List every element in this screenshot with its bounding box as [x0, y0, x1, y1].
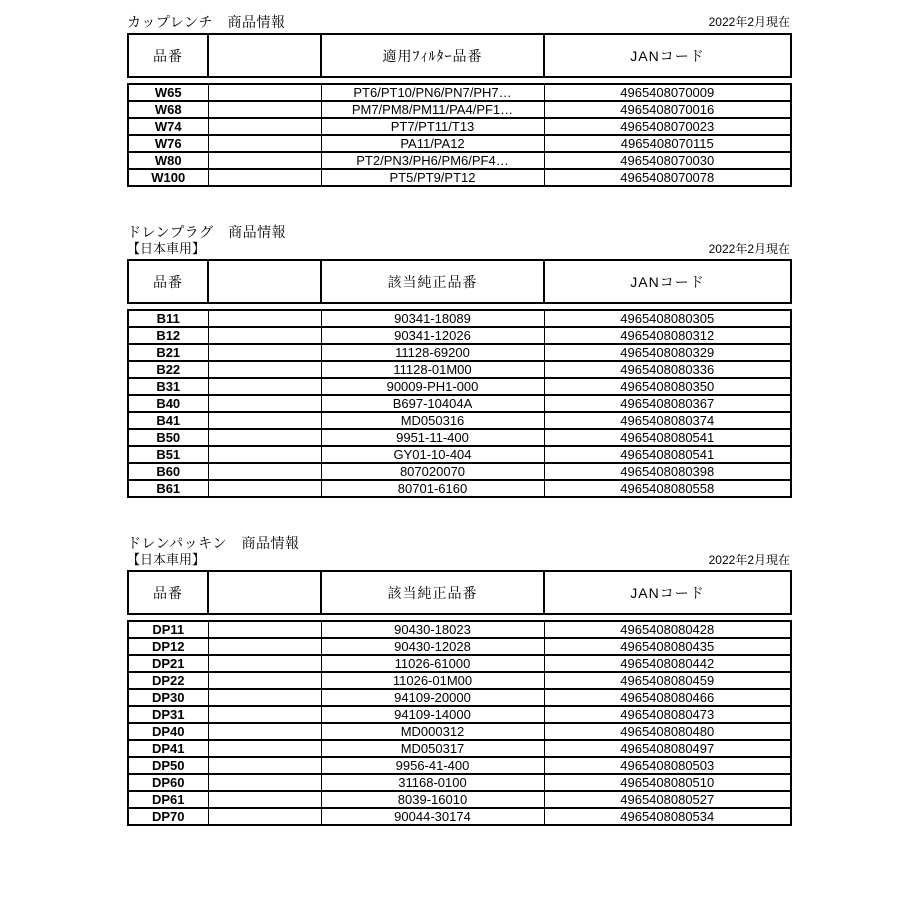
ref-number-cell: PM7/PM8/PM11/PA4/PF1… — [321, 101, 544, 118]
ref-number-cell: PT6/PT10/PN6/PN7/PH7… — [321, 84, 544, 101]
table-row — [128, 84, 791, 101]
image-cell — [208, 791, 321, 808]
col-header-image — [208, 260, 321, 303]
part-number-cell: B12 — [128, 327, 208, 344]
part-number-cell: DP50 — [128, 757, 208, 774]
table-row — [128, 152, 791, 169]
jan-code-cell: 4965408080367 — [544, 395, 791, 412]
image-cell — [208, 672, 321, 689]
table-header — [127, 33, 792, 78]
table-body — [127, 620, 792, 826]
table-header — [127, 570, 792, 615]
section-subtitle-row — [127, 552, 790, 568]
table-row — [128, 672, 791, 689]
part-number-cell: DP11 — [128, 621, 208, 638]
header-row — [128, 260, 791, 303]
image-cell — [208, 446, 321, 463]
ref-number-cell: 94109-20000 — [321, 689, 544, 706]
image-cell — [208, 135, 321, 152]
part-number-cell: B60 — [128, 463, 208, 480]
jan-code-cell: 4965408070009 — [544, 84, 791, 101]
jan-code-cell: 4965408080428 — [544, 621, 791, 638]
ref-number-cell: 90044-30174 — [321, 808, 544, 825]
table-row — [128, 344, 791, 361]
jan-code-cell: 4965408080541 — [544, 446, 791, 463]
image-cell — [208, 638, 321, 655]
table-row — [128, 655, 791, 672]
image-cell — [208, 169, 321, 186]
table-row — [128, 169, 791, 186]
ref-number-cell: PT7/PT11/T13 — [321, 118, 544, 135]
image-cell — [208, 480, 321, 497]
image-cell — [208, 327, 321, 344]
part-number-cell: B21 — [128, 344, 208, 361]
part-number-cell: DP31 — [128, 706, 208, 723]
col-header-applicable-filter: 適用ﾌｨﾙﾀｰ品番 — [321, 34, 544, 77]
col-header-image — [208, 34, 321, 77]
ref-number-cell: 90341-12026 — [321, 327, 544, 344]
part-number-cell: DP12 — [128, 638, 208, 655]
jan-code-cell: 4965408080534 — [544, 808, 791, 825]
jan-code-cell: 4965408080329 — [544, 344, 791, 361]
part-number-cell: DP70 — [128, 808, 208, 825]
ref-number-cell: B697-10404A — [321, 395, 544, 412]
date-label: 2022年2月現在 — [708, 553, 790, 567]
part-number-cell: W100 — [128, 169, 208, 186]
image-cell — [208, 757, 321, 774]
section-cup-wrench — [127, 14, 790, 187]
jan-code-cell: 4965408080374 — [544, 412, 791, 429]
ref-number-cell: MD000312 — [321, 723, 544, 740]
ref-number-cell: GY01-10-404 — [321, 446, 544, 463]
section-title: ドレンパッキン 商品情報 — [127, 535, 300, 551]
jan-code-cell: 4965408080442 — [544, 655, 791, 672]
image-cell — [208, 361, 321, 378]
part-number-cell: DP61 — [128, 791, 208, 808]
section-subtitle-row — [127, 241, 790, 257]
col-header-genuine-part-number: 該当純正品番 — [321, 571, 544, 614]
part-number-cell: B41 — [128, 412, 208, 429]
image-cell — [208, 395, 321, 412]
image-cell — [208, 740, 321, 757]
jan-code-cell: 4965408080466 — [544, 689, 791, 706]
image-cell — [208, 808, 321, 825]
col-header-part-number: 品番 — [128, 571, 208, 614]
ref-number-cell: 9956-41-400 — [321, 757, 544, 774]
header-row — [128, 34, 791, 77]
section-drain-plug — [127, 224, 790, 498]
table-body — [127, 309, 792, 498]
ref-number-cell: 90430-12028 — [321, 638, 544, 655]
ref-number-cell: 807020070 — [321, 463, 544, 480]
part-number-cell: W74 — [128, 118, 208, 135]
part-number-cell: B31 — [128, 378, 208, 395]
section-drain-packing — [127, 535, 790, 826]
section-title: カップレンチ 商品情報 — [127, 14, 286, 30]
part-number-cell: B50 — [128, 429, 208, 446]
ref-number-cell: PT5/PT9/PT12 — [321, 169, 544, 186]
part-number-cell: B22 — [128, 361, 208, 378]
ref-number-cell: 11026-61000 — [321, 655, 544, 672]
jan-code-cell: 4965408080398 — [544, 463, 791, 480]
ref-number-cell: 90341-18089 — [321, 310, 544, 327]
jan-code-cell: 4965408080435 — [544, 638, 791, 655]
table-row — [128, 808, 791, 825]
table-row — [128, 446, 791, 463]
date-label: 2022年2月現在 — [708, 242, 790, 256]
jan-code-cell: 4965408080336 — [544, 361, 791, 378]
jan-code-cell: 4965408070030 — [544, 152, 791, 169]
image-cell — [208, 101, 321, 118]
part-number-cell: DP30 — [128, 689, 208, 706]
table-row — [128, 361, 791, 378]
table-row — [128, 463, 791, 480]
table-row — [128, 621, 791, 638]
image-cell — [208, 84, 321, 101]
part-number-cell: B40 — [128, 395, 208, 412]
image-cell — [208, 412, 321, 429]
table-row — [128, 118, 791, 135]
image-cell — [208, 689, 321, 706]
jan-code-cell: 4965408080558 — [544, 480, 791, 497]
table-row — [128, 757, 791, 774]
section-header-row — [127, 14, 790, 31]
section-header-row — [127, 535, 790, 552]
section-title: ドレンプラグ 商品情報 — [127, 224, 287, 240]
jan-code-cell: 4965408070078 — [544, 169, 791, 186]
ref-number-cell: PA11/PA12 — [321, 135, 544, 152]
jan-code-cell: 4965408080527 — [544, 791, 791, 808]
jan-code-cell: 4965408070016 — [544, 101, 791, 118]
table-row — [128, 429, 791, 446]
ref-number-cell: 90009-PH1-000 — [321, 378, 544, 395]
part-number-cell: B61 — [128, 480, 208, 497]
jan-code-cell: 4965408070115 — [544, 135, 791, 152]
ref-number-cell: 11128-69200 — [321, 344, 544, 361]
ref-number-cell: 9951-11-400 — [321, 429, 544, 446]
part-number-cell: W80 — [128, 152, 208, 169]
image-cell — [208, 655, 321, 672]
image-cell — [208, 344, 321, 361]
table-row — [128, 327, 791, 344]
image-cell — [208, 723, 321, 740]
table-row — [128, 791, 791, 808]
table-row — [128, 723, 791, 740]
table-row — [128, 689, 791, 706]
image-cell — [208, 378, 321, 395]
ref-number-cell: 80701-6160 — [321, 480, 544, 497]
image-cell — [208, 429, 321, 446]
part-number-cell: DP60 — [128, 774, 208, 791]
table-row — [128, 378, 791, 395]
section-subtitle: 【日本車用】 — [127, 552, 206, 567]
date-label: 2022年2月現在 — [708, 15, 790, 29]
table-row — [128, 395, 791, 412]
col-header-jan-code: JANコード — [544, 34, 791, 77]
section-header-row — [127, 224, 790, 241]
ref-number-cell: 8039-16010 — [321, 791, 544, 808]
image-cell — [208, 463, 321, 480]
ref-number-cell: 11128-01M00 — [321, 361, 544, 378]
header-row — [128, 571, 791, 614]
part-number-cell: W68 — [128, 101, 208, 118]
ref-number-cell: MD050316 — [321, 412, 544, 429]
table-header — [127, 259, 792, 304]
table-row — [128, 740, 791, 757]
part-number-cell: B51 — [128, 446, 208, 463]
image-cell — [208, 118, 321, 135]
image-cell — [208, 774, 321, 791]
part-number-cell: DP41 — [128, 740, 208, 757]
part-number-cell: DP22 — [128, 672, 208, 689]
table-row — [128, 638, 791, 655]
jan-code-cell: 4965408080350 — [544, 378, 791, 395]
jan-code-cell: 4965408080459 — [544, 672, 791, 689]
table-body — [127, 83, 792, 187]
ref-number-cell: 94109-14000 — [321, 706, 544, 723]
part-number-cell: B11 — [128, 310, 208, 327]
image-cell — [208, 621, 321, 638]
ref-number-cell: PT2/PN3/PH6/PM6/PF4… — [321, 152, 544, 169]
table-row — [128, 135, 791, 152]
table-row — [128, 310, 791, 327]
jan-code-cell: 4965408080305 — [544, 310, 791, 327]
table-row — [128, 706, 791, 723]
section-subtitle: 【日本車用】 — [127, 241, 206, 256]
table-row — [128, 480, 791, 497]
jan-code-cell: 4965408080473 — [544, 706, 791, 723]
jan-code-cell: 4965408080510 — [544, 774, 791, 791]
jan-code-cell: 4965408080312 — [544, 327, 791, 344]
jan-code-cell: 4965408080503 — [544, 757, 791, 774]
part-number-cell: DP40 — [128, 723, 208, 740]
image-cell — [208, 152, 321, 169]
jan-code-cell: 4965408080480 — [544, 723, 791, 740]
jan-code-cell: 4965408080497 — [544, 740, 791, 757]
image-cell — [208, 706, 321, 723]
col-header-jan-code: JANコード — [544, 571, 791, 614]
col-header-genuine-part-number: 該当純正品番 — [321, 260, 544, 303]
col-header-jan-code: JANコード — [544, 260, 791, 303]
col-header-part-number: 品番 — [128, 34, 208, 77]
jan-code-cell: 4965408070023 — [544, 118, 791, 135]
table-row — [128, 412, 791, 429]
jan-code-cell: 4965408080541 — [544, 429, 791, 446]
image-cell — [208, 310, 321, 327]
part-number-cell: W65 — [128, 84, 208, 101]
ref-number-cell: 90430-18023 — [321, 621, 544, 638]
col-header-part-number: 品番 — [128, 260, 208, 303]
col-header-image — [208, 571, 321, 614]
ref-number-cell: MD050317 — [321, 740, 544, 757]
ref-number-cell: 11026-01M00 — [321, 672, 544, 689]
table-row — [128, 774, 791, 791]
table-row — [128, 101, 791, 118]
ref-number-cell: 31168-0100 — [321, 774, 544, 791]
part-number-cell: W76 — [128, 135, 208, 152]
part-number-cell: DP21 — [128, 655, 208, 672]
